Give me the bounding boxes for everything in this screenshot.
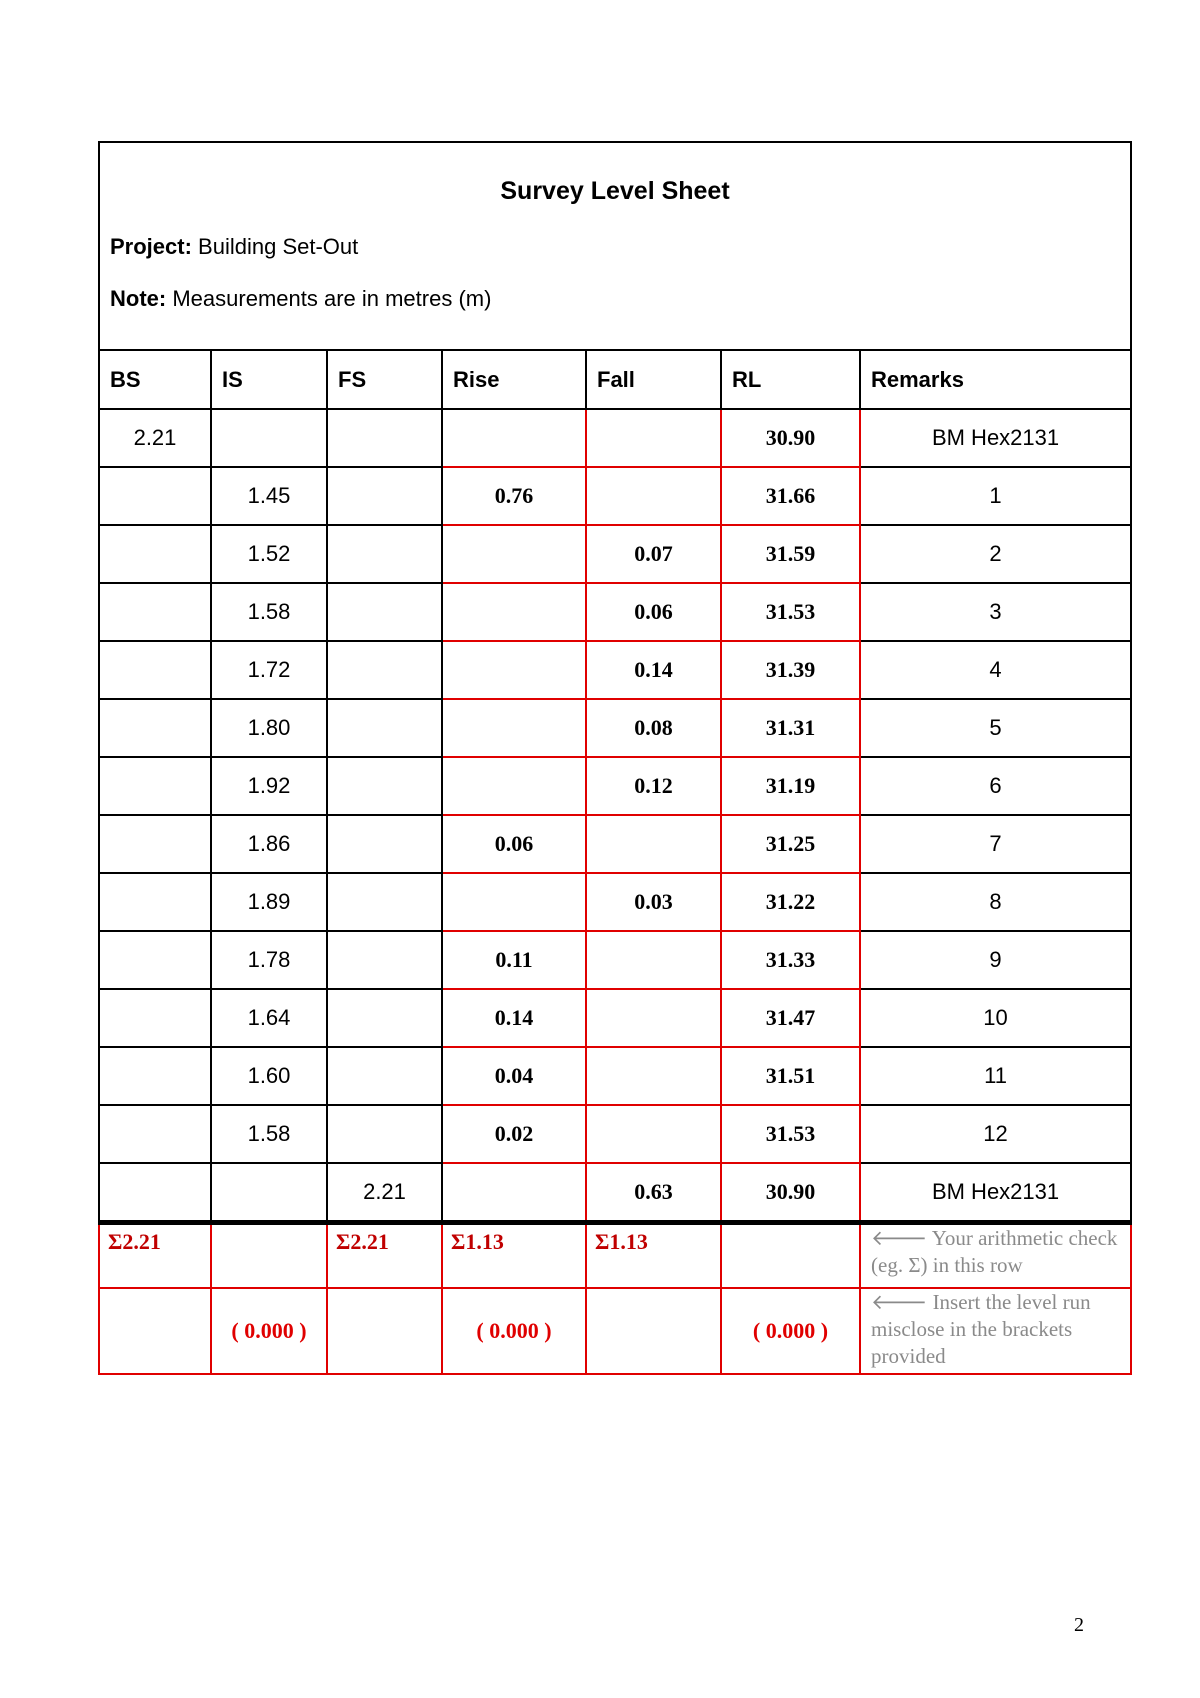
cell-is: 1.72 [211, 641, 327, 699]
cell-fall: 0.08 [586, 699, 721, 757]
cell-rl: 31.33 [721, 931, 860, 989]
cell-remarks: BM Hex2131 [860, 409, 1131, 467]
cell-fall: 0.63 [586, 1163, 721, 1223]
cell-remarks: 10 [860, 989, 1131, 1047]
arithmetic-check-row [99, 1223, 1131, 1289]
cell-fall: 0.03 [586, 873, 721, 931]
table-row [99, 989, 1131, 1047]
cell-remarks: 3 [860, 583, 1131, 641]
cell-rl: 31.25 [721, 815, 860, 873]
cell-rl: 31.31 [721, 699, 860, 757]
check-fall[interactable]: Σ1.13 [586, 1223, 721, 1289]
col-header-fall: Fall [586, 350, 721, 409]
cell-fs [327, 815, 442, 873]
table-row [99, 699, 1131, 757]
cell-rise [442, 583, 586, 641]
cell-remarks: 5 [860, 699, 1131, 757]
misclose-rise[interactable]: ( 0.000 ) [442, 1288, 586, 1374]
cell-bs [99, 1047, 211, 1105]
cell-is: 1.58 [211, 583, 327, 641]
col-header-rl: RL [721, 350, 860, 409]
col-header-remarks: Remarks [860, 350, 1131, 409]
project-value: Building Set-Out [198, 234, 359, 259]
cell-fs [327, 641, 442, 699]
cell-fs [327, 1047, 442, 1105]
cell-is: 1.60 [211, 1047, 327, 1105]
col-header-is: IS [211, 350, 327, 409]
cell-fs [327, 525, 442, 583]
project-label: Project: [110, 234, 192, 259]
check-fs[interactable]: Σ2.21 [327, 1223, 442, 1289]
cell-rise [442, 525, 586, 583]
cell-remarks: 12 [860, 1105, 1131, 1163]
misclose-rl[interactable]: ( 0.000 ) [721, 1288, 860, 1374]
cell-remarks: BM Hex2131 [860, 1163, 1131, 1223]
cell-rise [442, 1163, 586, 1223]
cell-rise [442, 873, 586, 931]
cell-rise: 0.04 [442, 1047, 586, 1105]
col-header-fs: FS [327, 350, 442, 409]
cell-bs [99, 1105, 211, 1163]
misclose-row [99, 1288, 1131, 1374]
note-label: Note: [110, 286, 167, 311]
check-bs[interactable]: Σ2.21 [99, 1223, 211, 1289]
cell-is: 1.58 [211, 1105, 327, 1163]
note-line [110, 286, 1120, 312]
table-row [99, 815, 1131, 873]
cell-rise [442, 409, 586, 467]
cell-remarks: 6 [860, 757, 1131, 815]
survey-level-table [98, 141, 1132, 1375]
cell-fs [327, 1105, 442, 1163]
cell-remarks: 11 [860, 1047, 1131, 1105]
cell-rise: 0.06 [442, 815, 586, 873]
cell-rl: 30.90 [721, 1163, 860, 1223]
cell-remarks: 7 [860, 815, 1131, 873]
cell-fall [586, 409, 721, 467]
sheet-title: Survey Level Sheet [500, 177, 730, 205]
project-line [110, 234, 1120, 260]
cell-bs [99, 931, 211, 989]
cell-is: 1.45 [211, 467, 327, 525]
cell-is [211, 1163, 327, 1223]
table-row [99, 1163, 1131, 1223]
cell-remarks: 9 [860, 931, 1131, 989]
cell-rise [442, 757, 586, 815]
cell-fs [327, 409, 442, 467]
cell-fall [586, 467, 721, 525]
cell-bs [99, 525, 211, 583]
cell-is: 1.52 [211, 525, 327, 583]
cell-bs [99, 1163, 211, 1223]
cell-bs [99, 641, 211, 699]
sheet-header [99, 142, 1131, 350]
cell-fs [327, 699, 442, 757]
cell-rl: 31.66 [721, 467, 860, 525]
table-row [99, 873, 1131, 931]
cell-is: 1.89 [211, 873, 327, 931]
table-row [99, 409, 1131, 467]
table-row [99, 467, 1131, 525]
table-row [99, 583, 1131, 641]
cell-fall: 0.12 [586, 757, 721, 815]
cell-rl: 31.51 [721, 1047, 860, 1105]
cell-rise: 0.11 [442, 931, 586, 989]
col-header-bs: BS [99, 350, 211, 409]
cell-fall [586, 815, 721, 873]
cell-remarks: 4 [860, 641, 1131, 699]
cell-fs [327, 989, 442, 1047]
cell-fs: 2.21 [327, 1163, 442, 1223]
cell-is [211, 409, 327, 467]
cell-rl: 31.59 [721, 525, 860, 583]
cell-bs [99, 815, 211, 873]
cell-fall: 0.06 [586, 583, 721, 641]
cell-fs [327, 467, 442, 525]
cell-fs [327, 931, 442, 989]
cell-is: 1.86 [211, 815, 327, 873]
check-rise[interactable]: Σ1.13 [442, 1223, 586, 1289]
cell-fall [586, 1105, 721, 1163]
cell-is: 1.92 [211, 757, 327, 815]
cell-bs [99, 583, 211, 641]
cell-is: 1.80 [211, 699, 327, 757]
cell-rl: 31.53 [721, 583, 860, 641]
cell-is: 1.64 [211, 989, 327, 1047]
cell-rl: 31.19 [721, 757, 860, 815]
cell-fs [327, 583, 442, 641]
misclose-bs[interactable] [99, 1288, 211, 1374]
cell-rise: 0.76 [442, 467, 586, 525]
page-number: 2 [1074, 1614, 1084, 1636]
cell-bs [99, 699, 211, 757]
misclose-fs[interactable] [327, 1288, 442, 1374]
cell-bs: 2.21 [99, 409, 211, 467]
cell-rise: 0.14 [442, 989, 586, 1047]
misclose-is[interactable]: ( 0.000 ) [211, 1288, 327, 1374]
cell-bs [99, 989, 211, 1047]
arithmetic-check-note: 🡐 Your arithmetic check (eg. Σ) in this row [860, 1223, 1131, 1289]
table-row [99, 931, 1131, 989]
cell-rl: 31.53 [721, 1105, 860, 1163]
cell-rise [442, 699, 586, 757]
cell-rise [442, 641, 586, 699]
cell-rise: 0.02 [442, 1105, 586, 1163]
cell-rl: 31.39 [721, 641, 860, 699]
cell-rl: 30.90 [721, 409, 860, 467]
misclose-note: 🡐 Insert the level run misclose in the brackets provided [860, 1288, 1131, 1374]
cell-fall: 0.14 [586, 641, 721, 699]
cell-bs [99, 467, 211, 525]
check-is[interactable] [211, 1223, 327, 1289]
check-rl[interactable] [721, 1223, 860, 1289]
table-row [99, 757, 1131, 815]
cell-bs [99, 873, 211, 931]
cell-rl: 31.22 [721, 873, 860, 931]
cell-rl: 31.47 [721, 989, 860, 1047]
cell-remarks: 2 [860, 525, 1131, 583]
cell-bs [99, 757, 211, 815]
cell-is: 1.78 [211, 931, 327, 989]
cell-remarks: 8 [860, 873, 1131, 931]
cell-fall [586, 1047, 721, 1105]
cell-remarks: 1 [860, 467, 1131, 525]
column-header-row [99, 350, 1131, 409]
cell-fs [327, 757, 442, 815]
table-row [99, 1047, 1131, 1105]
cell-fall: 0.07 [586, 525, 721, 583]
cell-fall [586, 989, 721, 1047]
cell-fall [586, 931, 721, 989]
cell-fs [327, 873, 442, 931]
table-row [99, 641, 1131, 699]
note-value: Measurements are in metres (m) [172, 286, 492, 311]
table-row [99, 525, 1131, 583]
misclose-fall[interactable] [586, 1288, 721, 1374]
table-row [99, 1105, 1131, 1163]
col-header-rise: Rise [442, 350, 586, 409]
